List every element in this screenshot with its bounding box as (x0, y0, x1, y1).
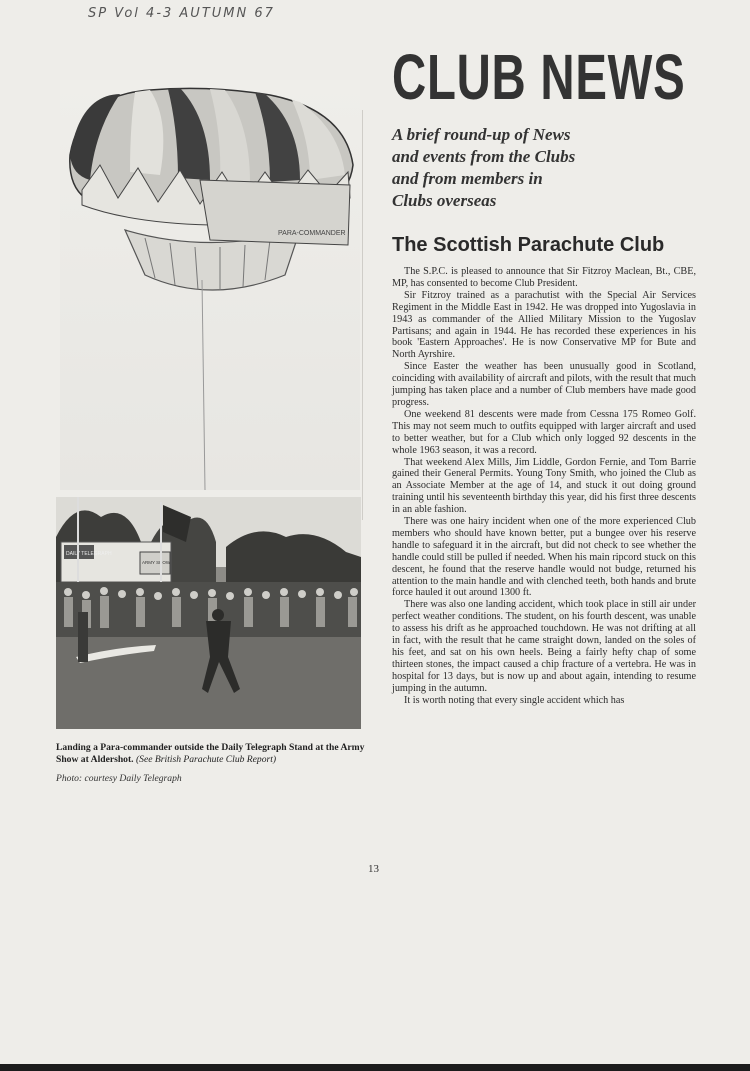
subtitle-line: A brief round-up of News (392, 125, 571, 144)
crowd-scene (56, 497, 361, 729)
army-show-landing-photo (56, 497, 361, 729)
page-subtitle (392, 124, 692, 212)
column-divider (362, 110, 363, 520)
subtitle-line: and events from the Clubs (392, 147, 576, 166)
photo-caption (56, 742, 366, 766)
page-number: 13 (368, 863, 379, 875)
article-paragraph: Since Easter the weather has been unusually good in Scotland, coinciding with availability of aircraft and pilots, with the result that much jumping has taken place and a number of Club members have made good progress. (392, 361, 696, 408)
article-paragraph: The S.P.C. is pleased to announce that Sir Fitzroy Maclean, Bt., CBE, MP, has consented to become Club President. (392, 266, 696, 289)
article-paragraph: That weekend Alex Mills, Jim Liddle, Gordon Fernie, and Tom Barrie gained their General Permits. Young Tony Smith, who joined the Club as an Associate Member at the age of 14, and stuck it out doing ground training until his seventeenth birthday this year, did his first three descents in an able fashion. (392, 456, 696, 516)
stand-banner-1: DAILY TELEGRAPH (66, 551, 112, 557)
article-body (392, 266, 696, 707)
canopy-label: PARA-COMMANDER (278, 230, 346, 237)
subtitle-line: Clubs overseas (392, 191, 497, 210)
subtitle-line: and from members in (392, 169, 543, 188)
handwritten-annotation: SP Vol 4-3 AUTUMN 67 (88, 6, 275, 21)
scan-edge (0, 1064, 750, 1071)
photo-credit: Photo: courtesy Daily Telegraph (56, 773, 182, 784)
article-paragraph: Sir Fitzroy trained as a parachutist with the Special Air Services Regiment in the Middle East in 1942. He was dropped into Yugoslavia in 1943 as commander of the Allied Military Mission to the Yugoslav Partisans; and again in 1944. He has recorded these experiences in his book 'Eastern Approaches'. He is now Conservative MP for Bute and North Ayrshire. (392, 289, 696, 361)
article-paragraph: One weekend 81 descents were made from Cessna 175 Romeo Golf. This may not seem much to outfits equipped with larger aircraft and used to better weather, but for a Club which only logged 92 descents in the whole 1963 season, it was a record. (392, 408, 696, 456)
caption-reference: (See British Parachute Club Report) (135, 754, 277, 765)
article-paragraph: There was one hairy incident when one of the more experienced Club members who should have known better, put a bungee over his reserve handle to safeguard it in the aircraft, but did not check to see whether the handle could still be pulled if needed. When his main ripcord stuck on this descent, he found that the reserve handle would not budge, returned his attention to the main handle and with clenched teeth, both hands and brute force hauled it out around 1300 ft. (392, 516, 696, 599)
article-paragraph: There was also one landing accident, which took place in still air under perfect weather conditions. The student, on his fourth descent, was unable to assess his drift as he approached touchdown. He was not drifting at all in fact, with the result that he came straight down, landed on the soles of his feet, and sat on his own heels. Being a fairly hefty chap of some thirteen stones, the impact caused a chip fracture of a vertebra. He was in hospital for 13 days, but is now up and about again, intending to resume jumping in the autumn. (392, 599, 696, 694)
article-paragraph: It is worth noting that every single accident which has (404, 694, 625, 706)
caption-text: Landing a Para-commander outside the Daily Telegraph Stand at the Army Show at Aldershot. (56, 742, 365, 765)
article-title: The Scottish Parachute Club (392, 234, 665, 256)
stand-banner-2: ARMY SHOW (142, 560, 171, 565)
parachute-canopy-photo (60, 80, 360, 490)
page-title: CLUB NEWS (392, 41, 686, 113)
canopy-illustration (60, 80, 360, 490)
